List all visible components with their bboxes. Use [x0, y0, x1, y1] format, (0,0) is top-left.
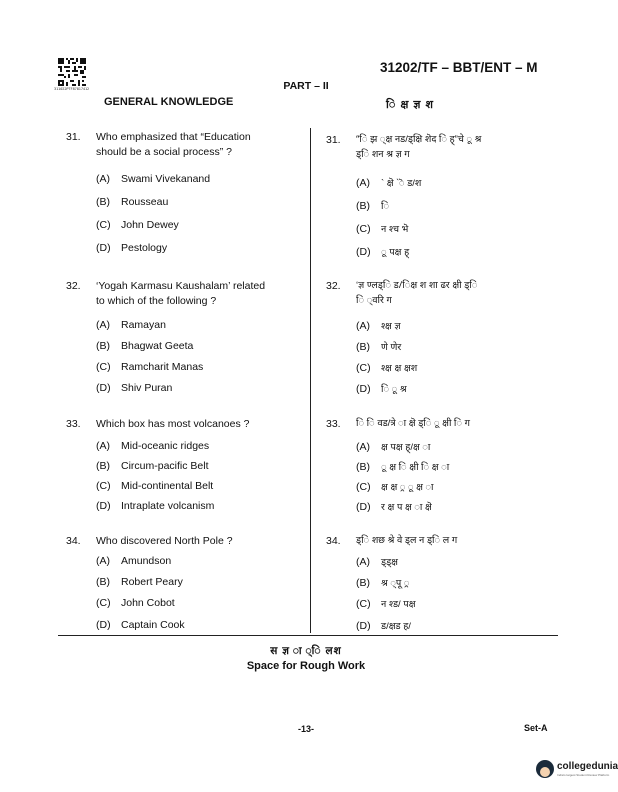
question-text: ‘ज्ञ ण्लड्ि ड/िक्ष श शा ढर क्षी ड्ि	[356, 280, 478, 291]
option-text: ड/क्षड ह/	[381, 621, 411, 632]
option-c	[356, 222, 408, 235]
option-label: (C)	[96, 219, 111, 231]
rough-work-hindi: स ज्ञ ा ्ि लश	[270, 645, 342, 657]
option-a	[356, 440, 430, 453]
option-text: Mid-continental Belt	[121, 480, 214, 492]
option-a	[356, 319, 401, 332]
option-label: (C)	[356, 362, 371, 374]
option-text: श्क्ष क्ष क्षश	[381, 363, 418, 374]
option-label: (B)	[96, 576, 110, 588]
option-text: न श्ड/ पक्ष	[381, 599, 416, 610]
option-b	[96, 340, 193, 352]
option-c	[356, 597, 416, 610]
option-label: (A)	[356, 177, 370, 189]
mascot-icon	[536, 760, 554, 778]
question-text: ि ्वरि ग	[356, 294, 392, 306]
option-c	[96, 597, 175, 609]
page-number: -13-	[297, 724, 314, 734]
option-label: (C)	[96, 361, 111, 373]
option-b	[356, 340, 401, 353]
question-number: 33.	[66, 418, 81, 430]
question-32-en	[66, 279, 306, 394]
question-number: 34.	[66, 535, 81, 547]
option-text: Rousseau	[121, 196, 169, 208]
collegedunia-logo[interactable]	[536, 757, 618, 783]
option-text: John Cobot	[121, 597, 175, 609]
option-d	[96, 382, 172, 394]
question-text: should be a social process” ?	[96, 145, 232, 158]
option-label: (D)	[96, 500, 111, 512]
option-label: (A)	[356, 441, 370, 453]
option-c	[96, 361, 203, 373]
option-d	[356, 245, 409, 258]
option-label: (C)	[356, 223, 371, 235]
option-label: (C)	[356, 481, 371, 493]
option-text: ू क्ष ि क्षी ि क्ष ा	[381, 462, 450, 473]
option-label: (A)	[96, 173, 110, 185]
qr-caption: 311022PTF87817412	[54, 87, 90, 91]
option-label: (D)	[96, 242, 111, 254]
question-text: Which box has most volcanoes ?	[96, 418, 250, 430]
option-label: (C)	[356, 598, 371, 610]
option-text: John Dewey	[121, 219, 179, 231]
option-label: (A)	[96, 555, 110, 567]
question-number: 34.	[326, 535, 341, 547]
option-label: (D)	[356, 501, 371, 513]
question-text: ड्ि शछ श्रे वे ड्ल न ड्ि ल ग	[356, 535, 458, 546]
option-text: Captain Cook	[121, 619, 185, 631]
option-text: Pestology	[121, 242, 168, 254]
question-text: ि ि वड/त्रे ा क्षॆ ड्ि ू क्षी ि ग	[356, 418, 471, 429]
option-text: श्र ्पू ्र	[381, 578, 410, 589]
option-label: (B)	[356, 461, 370, 473]
part-heading: PART – II	[283, 80, 329, 92]
option-text: क्ष पक्ष ह्/क्ष ा	[381, 442, 431, 453]
option-a	[96, 440, 209, 452]
exam-code: 31202/TF – BBT/ENT – M	[380, 60, 538, 75]
option-label: (B)	[356, 200, 370, 212]
option-b	[356, 199, 389, 212]
option-label: (A)	[356, 320, 370, 332]
question-number: 32.	[326, 280, 341, 292]
option-text: ड्ड्क्ष	[381, 557, 398, 568]
question-text: “ि झ ्क्ष नड/ड्क्षि शॆद ि ह्”चे ू श्र	[356, 134, 482, 145]
bottom-rule	[58, 635, 558, 636]
option-text: ू पक्ष ह्	[381, 247, 410, 258]
option-b	[96, 576, 183, 588]
option-c	[96, 219, 179, 231]
option-label: (B)	[356, 341, 370, 353]
option-text: Shiv Puran	[121, 382, 173, 394]
question-number: 31.	[66, 131, 81, 143]
column-divider	[310, 128, 311, 633]
section-title-english: GENERAL KNOWLEDGE	[104, 96, 234, 108]
question-34-hi	[326, 534, 562, 632]
option-text: Ramcharit Manas	[121, 361, 204, 373]
option-text: Intraplate volcanism	[121, 500, 215, 512]
option-c	[356, 480, 434, 493]
option-b	[356, 576, 409, 589]
option-c	[96, 480, 213, 492]
option-label: (B)	[96, 460, 110, 472]
option-a	[356, 176, 421, 189]
option-text: Ramayan	[121, 319, 166, 331]
option-label: (A)	[96, 319, 110, 331]
question-31-en	[66, 130, 306, 254]
option-d	[96, 242, 167, 254]
option-label: (D)	[356, 383, 371, 395]
option-a	[96, 319, 166, 331]
question-number: 31.	[326, 134, 341, 146]
question-text: Who emphasized that “Education	[96, 131, 251, 143]
option-a	[96, 555, 171, 567]
option-b	[96, 460, 209, 472]
option-text: र क्ष प क्ष ा क्षॆ	[381, 502, 432, 513]
option-label: (D)	[356, 620, 371, 632]
option-text: Circum-pacific Belt	[121, 460, 209, 472]
option-label: (A)	[356, 556, 370, 568]
option-b	[96, 196, 168, 208]
option-label: (D)	[96, 619, 111, 631]
option-text: ` क्षॆ `ॆ ड/श	[381, 178, 422, 189]
option-d	[356, 619, 411, 632]
option-label: (B)	[96, 196, 110, 208]
option-text: क्ष क्ष ्र ू क्ष ा	[381, 482, 434, 493]
set-label: Set-A	[524, 723, 548, 733]
option-text: Robert Peary	[121, 576, 183, 588]
option-c	[356, 361, 417, 374]
question-text: ड्ि शन श्र ज्ञ ग	[356, 148, 410, 160]
question-33-en	[66, 417, 306, 512]
question-text: ‘Yogah Karmasu Kaushalam’ related	[96, 280, 266, 292]
option-text: न श्च भॆ	[381, 224, 409, 235]
question-32-hi	[326, 279, 562, 395]
option-a	[356, 555, 398, 568]
option-text: Mid-oceanic ridges	[121, 440, 210, 452]
option-label: (D)	[356, 246, 371, 258]
option-text: ि ू श्र	[381, 384, 407, 395]
option-text: श्क्ष ज्ञ	[381, 321, 401, 332]
option-label: (D)	[96, 382, 111, 394]
logo-name: collegedunia	[557, 761, 618, 772]
option-a	[96, 173, 210, 185]
question-34-en	[66, 534, 306, 631]
option-d	[356, 500, 432, 513]
option-b	[356, 460, 449, 473]
rough-work-english: Space for Rough Work	[246, 660, 366, 672]
question-number: 32.	[66, 280, 81, 292]
option-label: (B)	[96, 340, 110, 352]
option-text: णे णेर	[381, 342, 402, 353]
option-text: Amundson	[121, 555, 172, 567]
option-text: Bhagwat Geeta	[121, 340, 194, 352]
question-31-hi	[326, 133, 562, 258]
option-label: (C)	[96, 597, 111, 609]
option-d	[96, 500, 214, 512]
section-title-hindi: ि क्ष ज्ञ श	[386, 99, 434, 111]
question-text: Who discovered North Pole ?	[96, 535, 233, 547]
option-text: Swami Vivekanand	[121, 173, 211, 185]
option-d	[96, 619, 185, 631]
option-label: (B)	[356, 577, 370, 589]
question-33-hi	[326, 417, 562, 513]
option-label: (C)	[96, 480, 111, 492]
question-number: 33.	[326, 418, 341, 430]
question-text: to which of the following ?	[96, 294, 217, 307]
logo-tagline: India's largest Student Review Platform	[557, 773, 610, 777]
option-text: ि	[381, 201, 390, 212]
option-label: (A)	[96, 440, 110, 452]
option-d	[356, 382, 407, 395]
